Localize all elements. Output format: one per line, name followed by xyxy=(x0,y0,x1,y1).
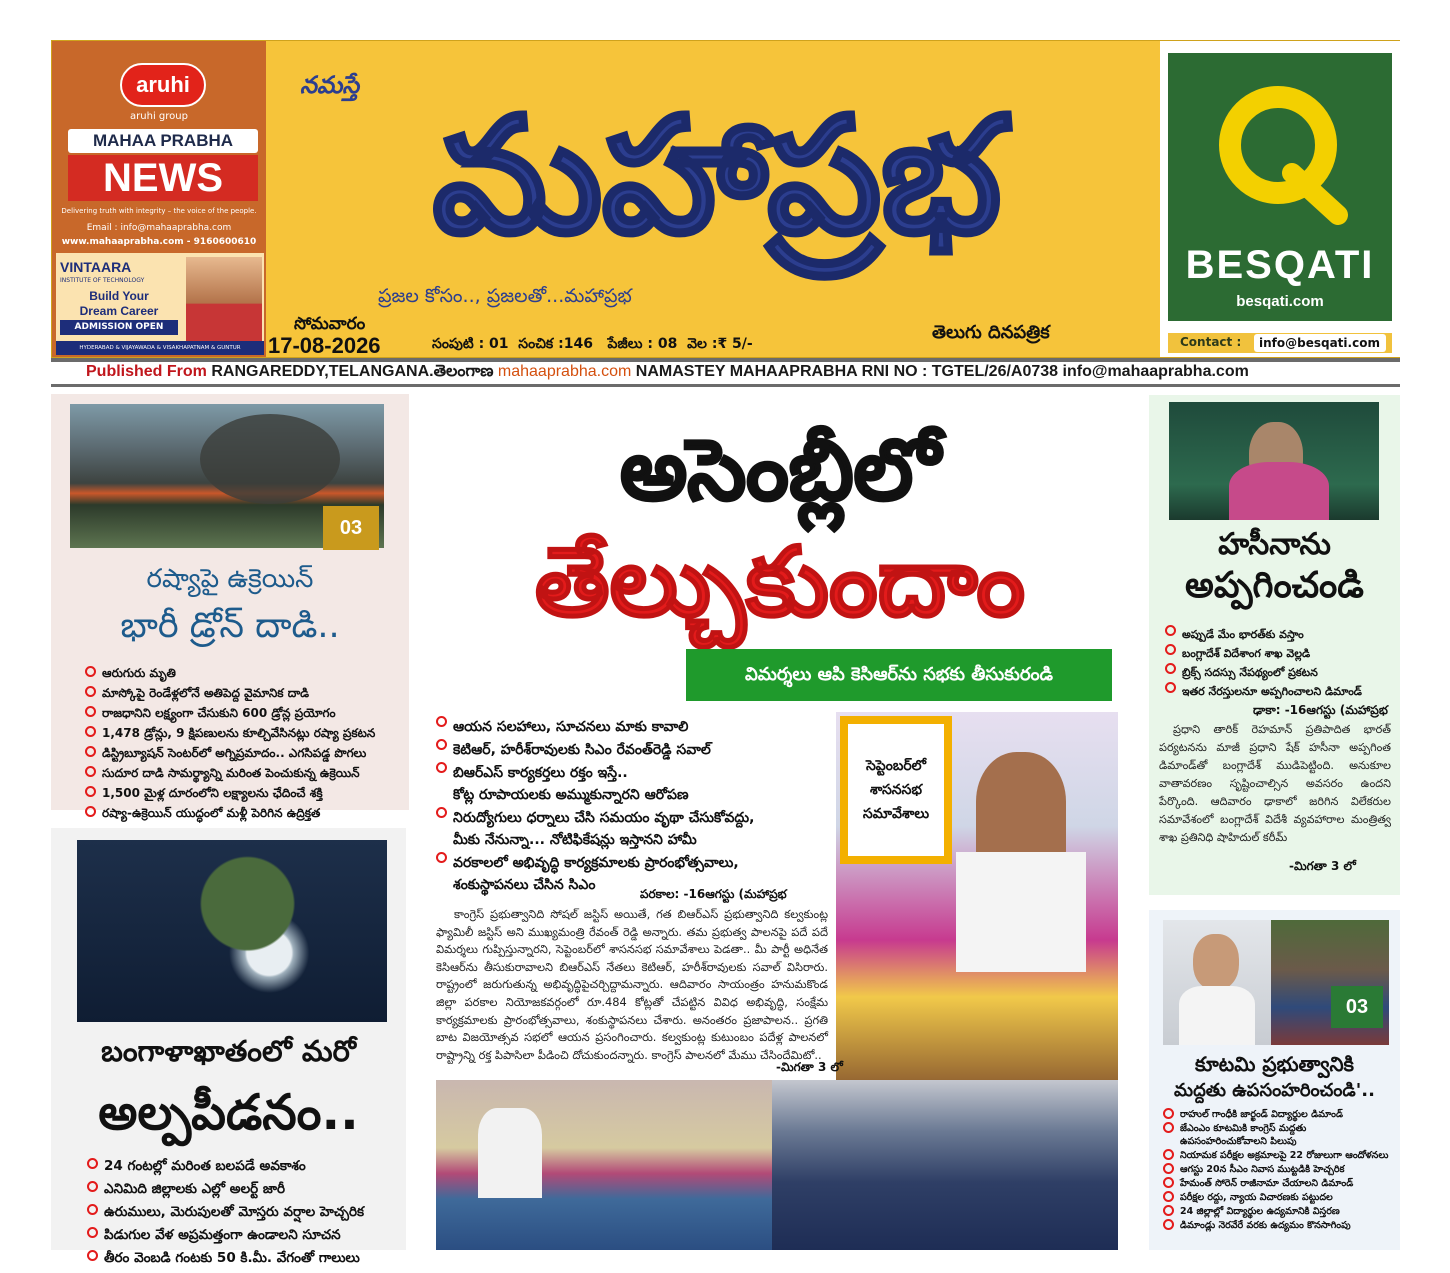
bullet-text: రాహుల్ గాంధీకి జార్ఖండ్ విద్యార్థుల డిమాండ్ xyxy=(1180,1109,1343,1120)
issue-info: సంపుటి : 01 సంచిక :146 పేజీలు : 08 వెల :₹ 5/- xyxy=(432,336,753,352)
rahul-gandhi-photo xyxy=(1163,920,1271,1045)
student-photo xyxy=(186,257,262,341)
bullet-item xyxy=(1163,1191,1395,1204)
bullet-item xyxy=(1165,625,1397,644)
published-website: mahaaprabha.com xyxy=(497,363,632,380)
published-location: RANGAREDDY,TELANGANA.తెలంగాణ xyxy=(211,363,494,380)
besqati-q-icon xyxy=(1212,75,1352,225)
bullet-circle-icon xyxy=(1163,1163,1174,1174)
hasina-photo xyxy=(1169,402,1379,520)
lead-subhead: విమర్శలు ఆపి కెసిఆర్‌ను సభకు తీసుకురండి xyxy=(686,649,1112,701)
headline-line1: రష్యాపై ఉక్రెయిన్ xyxy=(146,564,314,594)
slogan: ప్రజల కోసం.., ప్రజలతో...మహాప్రభ xyxy=(378,285,632,307)
bullet-text: తీరం వెంబడి గంటకు 50 కి.మీ. వేగంతో గాలులు xyxy=(104,1250,360,1266)
bullet-item xyxy=(1163,1205,1395,1218)
bullet-item xyxy=(1163,1122,1395,1148)
bullet-item xyxy=(1163,1177,1395,1190)
bullet-text: నిరుద్యోగులు ధర్నాలు చేసి సమయం వృథా చేసుకోవద్దు, xyxy=(453,810,755,826)
bullet-text: బిఆర్ఎస్ కార్యకర్తలు రక్తం ఇస్తే.. xyxy=(453,765,628,781)
bullet-circle-icon xyxy=(85,766,96,777)
headline-line1: బంగాళాఖాతంలో మరో xyxy=(101,1034,356,1068)
bullet-circle-icon xyxy=(1163,1108,1174,1119)
bullet-text: డిస్ట్రిబ్యూషన్ సెంటర్‌లో అగ్నిప్రమాదం.. ఎగసిపడ్డ పొగలు xyxy=(102,746,367,760)
bullet-text: కెటిఆర్, హరీశ్‌రావులకు సిఎం రేవంత్‌రెడ్డి సవాల్ xyxy=(453,742,711,758)
bullet-text: రష్యా-ఉక్రెయిన్ యుద్ధంలో మళ్లీ పెరిగిన ఉద్రిక్తత xyxy=(102,806,321,820)
story-hasina-extradition xyxy=(1149,395,1400,895)
bullet-circle-icon xyxy=(1163,1219,1174,1230)
bullet-circle-icon xyxy=(1163,1205,1174,1216)
bullet-text: ఇతర నేరస్తులనూ అప్పగించాలని డిమాండ్ xyxy=(1182,685,1362,698)
bullet-text: జేఎంఎం కూటమికి కాంగ్రెస్ మద్దతు ఉపసంహరించుకోవాలని పిలుపు xyxy=(1180,1123,1307,1147)
bullet-item xyxy=(1165,682,1397,701)
callout-text: సెప్టెంబర్‌లో శాసనసభ సమావేశాలు xyxy=(848,724,944,856)
bullet-text: 1,478 డ్రోన్లు, 9 క్షిపణులను కూల్చివేసినట్లు రష్యా ప్రకటన xyxy=(102,726,376,740)
headline-line2: అల్పపీడనం.. xyxy=(98,1084,359,1141)
bullet-item xyxy=(436,739,836,761)
bullet-item xyxy=(1165,663,1397,682)
bullet-text: రాజధానిని లక్ష్యంగా చేసుకుని 600 డ్రోన్ల ప్రయోగం xyxy=(102,706,336,720)
lead-headline-line2: తేల్చుకుందాం xyxy=(534,526,1026,638)
bullet-text: ఆరుగురు మృతి xyxy=(102,666,176,680)
callout-box xyxy=(840,716,952,864)
story-bay-of-bengal xyxy=(51,828,406,1266)
mahaaprabha-news-ad xyxy=(52,41,266,357)
bullet-text: అప్పుడే మేం భారత్‌కు వస్తాం xyxy=(1182,628,1304,641)
headline-line2: మద్దతు ఉపసంహరించండి'.. xyxy=(1174,1080,1375,1101)
bullet-item xyxy=(85,786,405,803)
bullet-circle-icon xyxy=(1165,663,1176,674)
bullet-continuation: శంకుస్థాపనలు చేసిన సిఎం xyxy=(453,877,596,893)
daily-label: తెలుగు దినపత్రిక xyxy=(932,322,1050,343)
lead-bullet-list xyxy=(436,716,836,897)
story-jharkhand-students xyxy=(1149,910,1400,1250)
lead-headline-line1: అసెంబ్లీలో xyxy=(620,421,940,519)
date-label: 17-08-2026 xyxy=(268,333,381,358)
bullet-circle-icon xyxy=(87,1181,98,1192)
bullet-text: డిమాండ్లు నెరవేరే వరకు ఉద్యమం కొనసాగింపు xyxy=(1180,1220,1351,1231)
bullet-text: 24 జిల్లాల్లో విద్యార్థుల ఉద్యమానికి విస్తరణ xyxy=(1180,1206,1340,1217)
namaste-label: నమస్తే xyxy=(300,71,360,99)
newspaper-title: మహాప్రభ xyxy=(432,82,1002,269)
bullet-circle-icon xyxy=(1165,682,1176,693)
news-email: Email : info@mahaaprabha.com xyxy=(86,223,232,233)
bullet-text: నియామక పరీక్షల అక్రమాలపై 22 రోజులుగా ఆందోళనలు xyxy=(1180,1150,1389,1161)
bullet-circle-icon xyxy=(1165,644,1176,655)
day-label: సోమవారం xyxy=(294,314,366,334)
bullet-item xyxy=(87,1158,402,1177)
vintaara-name: VINTAARA xyxy=(60,259,132,275)
publish-bar xyxy=(86,362,1396,382)
bullet-text: ఉరుములు, మెరుపులతో మోస్తరు వర్షాల హెచ్చరిక xyxy=(104,1204,365,1220)
news-brand-top: MAHAA PRABHA xyxy=(68,129,258,153)
bullet-text: 1,500 మైళ్ల దూరంలోని లక్ష్యాలను ఛేదించే శక్తి xyxy=(102,786,323,800)
bullet-text: ఆయన సలహాలు, సూచనలు మాకు కావాలి xyxy=(453,719,689,735)
bullet-text: సుదూర దాడి సామర్థ్యాన్ని మరింత పెంచుకున్న ఉక్రెయిన్ xyxy=(102,766,360,780)
bullet-circle-icon xyxy=(1163,1177,1174,1188)
headline-line1: కూటమి ప్రభుత్వానికి xyxy=(1194,1052,1354,1076)
bullet-circle-icon xyxy=(85,706,96,717)
bullet-item xyxy=(436,807,836,851)
hasina-body: ప్రధాని తారిక్ రెహమాన్ ప్రతిపాదిత భారత్ పర్యటనను మాజీ ప్రధాని షేక్ హసీనా అప్పగింత డిమాండ్‌తో బంగ్లాదేశ్ ముడిపెట్టింది. అనుకూల వాతావరణం సృష్టించాల్సిన అవసరం ఉందని పేర్కొంది. ఆదివారం ఢాకాలో జరిగిన విలేకరుల సమావేశంలో బంగ్లాదేశ్ విదేశీ వ్యవహారాల మంత్రిత్వ శాఖ ప్రతినిధి షాహిదుల్ కరీమ్ xyxy=(1159,723,1391,844)
lead-continued: -మిగతా 3 లో xyxy=(776,1060,843,1074)
satellite-cyclone-photo xyxy=(77,840,387,1022)
bullet-list xyxy=(85,666,405,826)
masthead xyxy=(51,40,1400,358)
bullet-text: ఎనిమిది జిల్లాలకు ఎల్లో అలర్ట్ జారీ xyxy=(104,1181,285,1197)
bullet-item xyxy=(436,762,836,806)
vintaara-sub: INSTITUTE OF TECHNOLOGY xyxy=(60,277,145,284)
published-email: info@mahaaprabha.com xyxy=(1062,363,1249,380)
bullet-circle-icon xyxy=(1163,1149,1174,1160)
bullet-item xyxy=(85,766,405,783)
bullet-circle-icon xyxy=(436,716,447,727)
rni-number: NAMASTEY MAHAAPRABHA RNI NO : TGTEL/26/A0738 xyxy=(635,363,1059,380)
headline-line1: హసీనాను xyxy=(1218,527,1331,562)
bullet-circle-icon xyxy=(436,852,447,863)
bullet-text: 24 గంటల్లో మరింత బలపడే అవకాశం xyxy=(104,1158,306,1174)
bullet-item xyxy=(1163,1149,1395,1162)
bullet-item xyxy=(85,686,405,703)
aruhi-logo: aruhi xyxy=(120,63,206,107)
bullet-item xyxy=(85,726,405,743)
bullet-text: బ్రిక్స్ సదస్సు నేపథ్యంలో ప్రకటన xyxy=(1182,666,1318,679)
bullet-text: హేమంత్ సోరెన్ రాజీనామా చేయాలని డిమాండ్ xyxy=(1180,1178,1354,1189)
bullet-item xyxy=(85,746,405,763)
bullet-circle-icon xyxy=(436,807,447,818)
bullet-text: పరీక్షల రద్దు, న్యాయ విచారణకు పట్టుదల xyxy=(1180,1192,1333,1203)
bullet-circle-icon xyxy=(85,806,96,817)
headline-line2: భారీ డ్రోన్ దాడి.. xyxy=(120,606,340,646)
bullet-circle-icon xyxy=(87,1250,98,1261)
bullet-item xyxy=(87,1181,402,1200)
bullet-continuation: కోట్ల రూపాయలకు అమ్ముకున్నారని ఆరోపణ xyxy=(453,787,689,803)
bullet-item xyxy=(85,706,405,723)
bullet-circle-icon xyxy=(436,762,447,773)
besqati-contact-strip xyxy=(1168,333,1392,353)
bullet-list xyxy=(1163,1108,1395,1233)
besqati-ad xyxy=(1160,41,1400,357)
hasina-continued: -మిగతా 3 లో xyxy=(1289,859,1356,873)
besqati-site: besqati.com xyxy=(1236,293,1324,310)
bullet-circle-icon xyxy=(1163,1191,1174,1202)
bullet-list xyxy=(1165,625,1397,701)
bullet-item xyxy=(1163,1219,1395,1232)
rally-crowd-photo xyxy=(772,1080,1118,1250)
bullet-text: ఆగస్టు 20న సీఎం నివాస ముట్టడికి హెచ్చరిక xyxy=(1180,1164,1345,1175)
bullet-circle-icon xyxy=(436,739,447,750)
bullet-item xyxy=(436,716,836,738)
hasina-dateline: ఢాకా: -16ఆగస్టు (మహాప్రభ xyxy=(1253,703,1388,717)
besqati-brand: BESQATI xyxy=(1185,243,1375,287)
page-badge: 03 xyxy=(1331,986,1383,1028)
vintaara-ad xyxy=(56,253,264,355)
bullet-continuation: మీకు నేనున్నా... నోటిఫికేషన్లు ఇస్తానని హామీ xyxy=(453,832,697,848)
bullet-item xyxy=(1163,1108,1395,1121)
lead-body: కాంగ్రెస్ ప్రభుత్వానిది సోషల్ జస్టిస్ అయితే, గత బిఆర్ఎస్ ప్రభుత్వానిది కల్వకుంట్ల ఫ్యామిలీ జస్టిస్ అని ముఖ్యమంత్రి రేవంత్ రెడ్డి అన్నారు. తమ ప్రభుత్వ పాలనపై పదే పదే విమర్శలు గుప్పిస్తున్నారని, సెప్టెంబర్‌లో శాసనసభ సమావేశాలు పెడతా.. మీ పార్టీ అధినేత కెసిఆర్‌ను తీసుకురావాలని బిఆర్ఎస్ నేతలు కెటిఆర్, హరీశ్‌రావులకు సవాల్ విసిరారు. రాష్ట్రంలో జరుగుతున్న అభివృద్ధిపైచర్చిద్దామన్నారు. ఆదివారం సాయంత్రం హనుమకొండ జిల్లా పరకాల నియోజకవర్గంలో రూ.484 కోట్లతో చేపట్టిన వివిధ అభివృద్ధి, సంక్షేమ కార్యక్రమాలకు ప్రారంభోత్సవాలు, శంకుస్థాపనలు చేశారు. అనంతరం ప్రజాపాలన.. ప్రగతి బాట విజయోత్సవ సభలో ఆయన ప్రసంగించారు. కల్వకుంట్ల కుటుంబం పదేళ్ల పాలనలో రాష్ట్రాన్ని రక్త పిపాసిలా పీడించి దోచుకుందన్నారు. కాంగ్రెస్ పాలనలో మేము చేసిందేమిటో.. xyxy=(436,907,828,1062)
bullet-circle-icon xyxy=(85,666,96,677)
bullet-item xyxy=(85,666,405,683)
bullet-item xyxy=(85,806,405,823)
bullet-item xyxy=(1165,644,1397,663)
rule-bottom xyxy=(51,384,1400,387)
bullet-circle-icon xyxy=(1163,1122,1174,1133)
bullet-circle-icon xyxy=(85,786,96,797)
bullet-circle-icon xyxy=(87,1204,98,1215)
page-badge: 03 xyxy=(323,506,379,550)
news-tagline: Delivering truth with integrity – the voice of the people. xyxy=(61,207,257,215)
aruhi-group-label: aruhi group xyxy=(130,111,188,122)
contact-label: Contact : xyxy=(1180,335,1242,349)
bullet-item xyxy=(87,1250,402,1269)
bullet-circle-icon xyxy=(85,686,96,697)
besqati-green-box xyxy=(1168,53,1392,321)
story-ukraine-drone-attack xyxy=(51,394,409,820)
vintaara-line2: Dream Career xyxy=(79,304,159,318)
bullet-item xyxy=(87,1204,402,1223)
news-website-phone: www.mahaaprabha.com - 9160600610 xyxy=(61,237,257,247)
bullet-circle-icon xyxy=(87,1227,98,1238)
bullet-circle-icon xyxy=(85,726,96,737)
bullet-circle-icon xyxy=(87,1158,98,1169)
bullet-text: బంగ్లాదేశ్ విదేశాంగ శాఖ వెల్లడి xyxy=(1182,647,1311,660)
bullet-circle-icon xyxy=(85,746,96,757)
news-brand-bottom: NEWS xyxy=(68,155,258,201)
lead-dateline: పరకాల: -16ఆగస్టు (మహాప్రభ xyxy=(640,887,787,901)
published-label: Published From xyxy=(86,363,207,380)
bullet-text: వరకాలలో అభివృద్ధి కార్యక్రమాలకు ప్రారంభోత్సవాలు, xyxy=(453,855,739,871)
headline-line2: అప్పగించండి xyxy=(1185,565,1364,606)
contact-email: info@besqati.com xyxy=(1254,334,1386,352)
vintaara-line1: Build Your xyxy=(89,289,149,303)
vintaara-admission: ADMISSION OPEN xyxy=(60,320,178,335)
bullet-text: మాస్కోపై రెండేళ్లలోనే అతిపెద్ద వైమానిక దాడి xyxy=(102,686,310,700)
bullet-item xyxy=(1163,1163,1395,1176)
bullet-circle-icon xyxy=(1165,625,1176,636)
bullet-item xyxy=(87,1227,402,1246)
bullet-text: పిడుగుల వేళ అప్రమత్తంగా ఉండాలని సూచన xyxy=(104,1227,341,1243)
bullet-list xyxy=(87,1158,402,1273)
vintaara-cities: HYDERABAD & VIJAYAWADA & VISAKHAPATNAM & GUNTUR xyxy=(56,341,264,355)
rally-stage-photo xyxy=(436,1080,772,1250)
